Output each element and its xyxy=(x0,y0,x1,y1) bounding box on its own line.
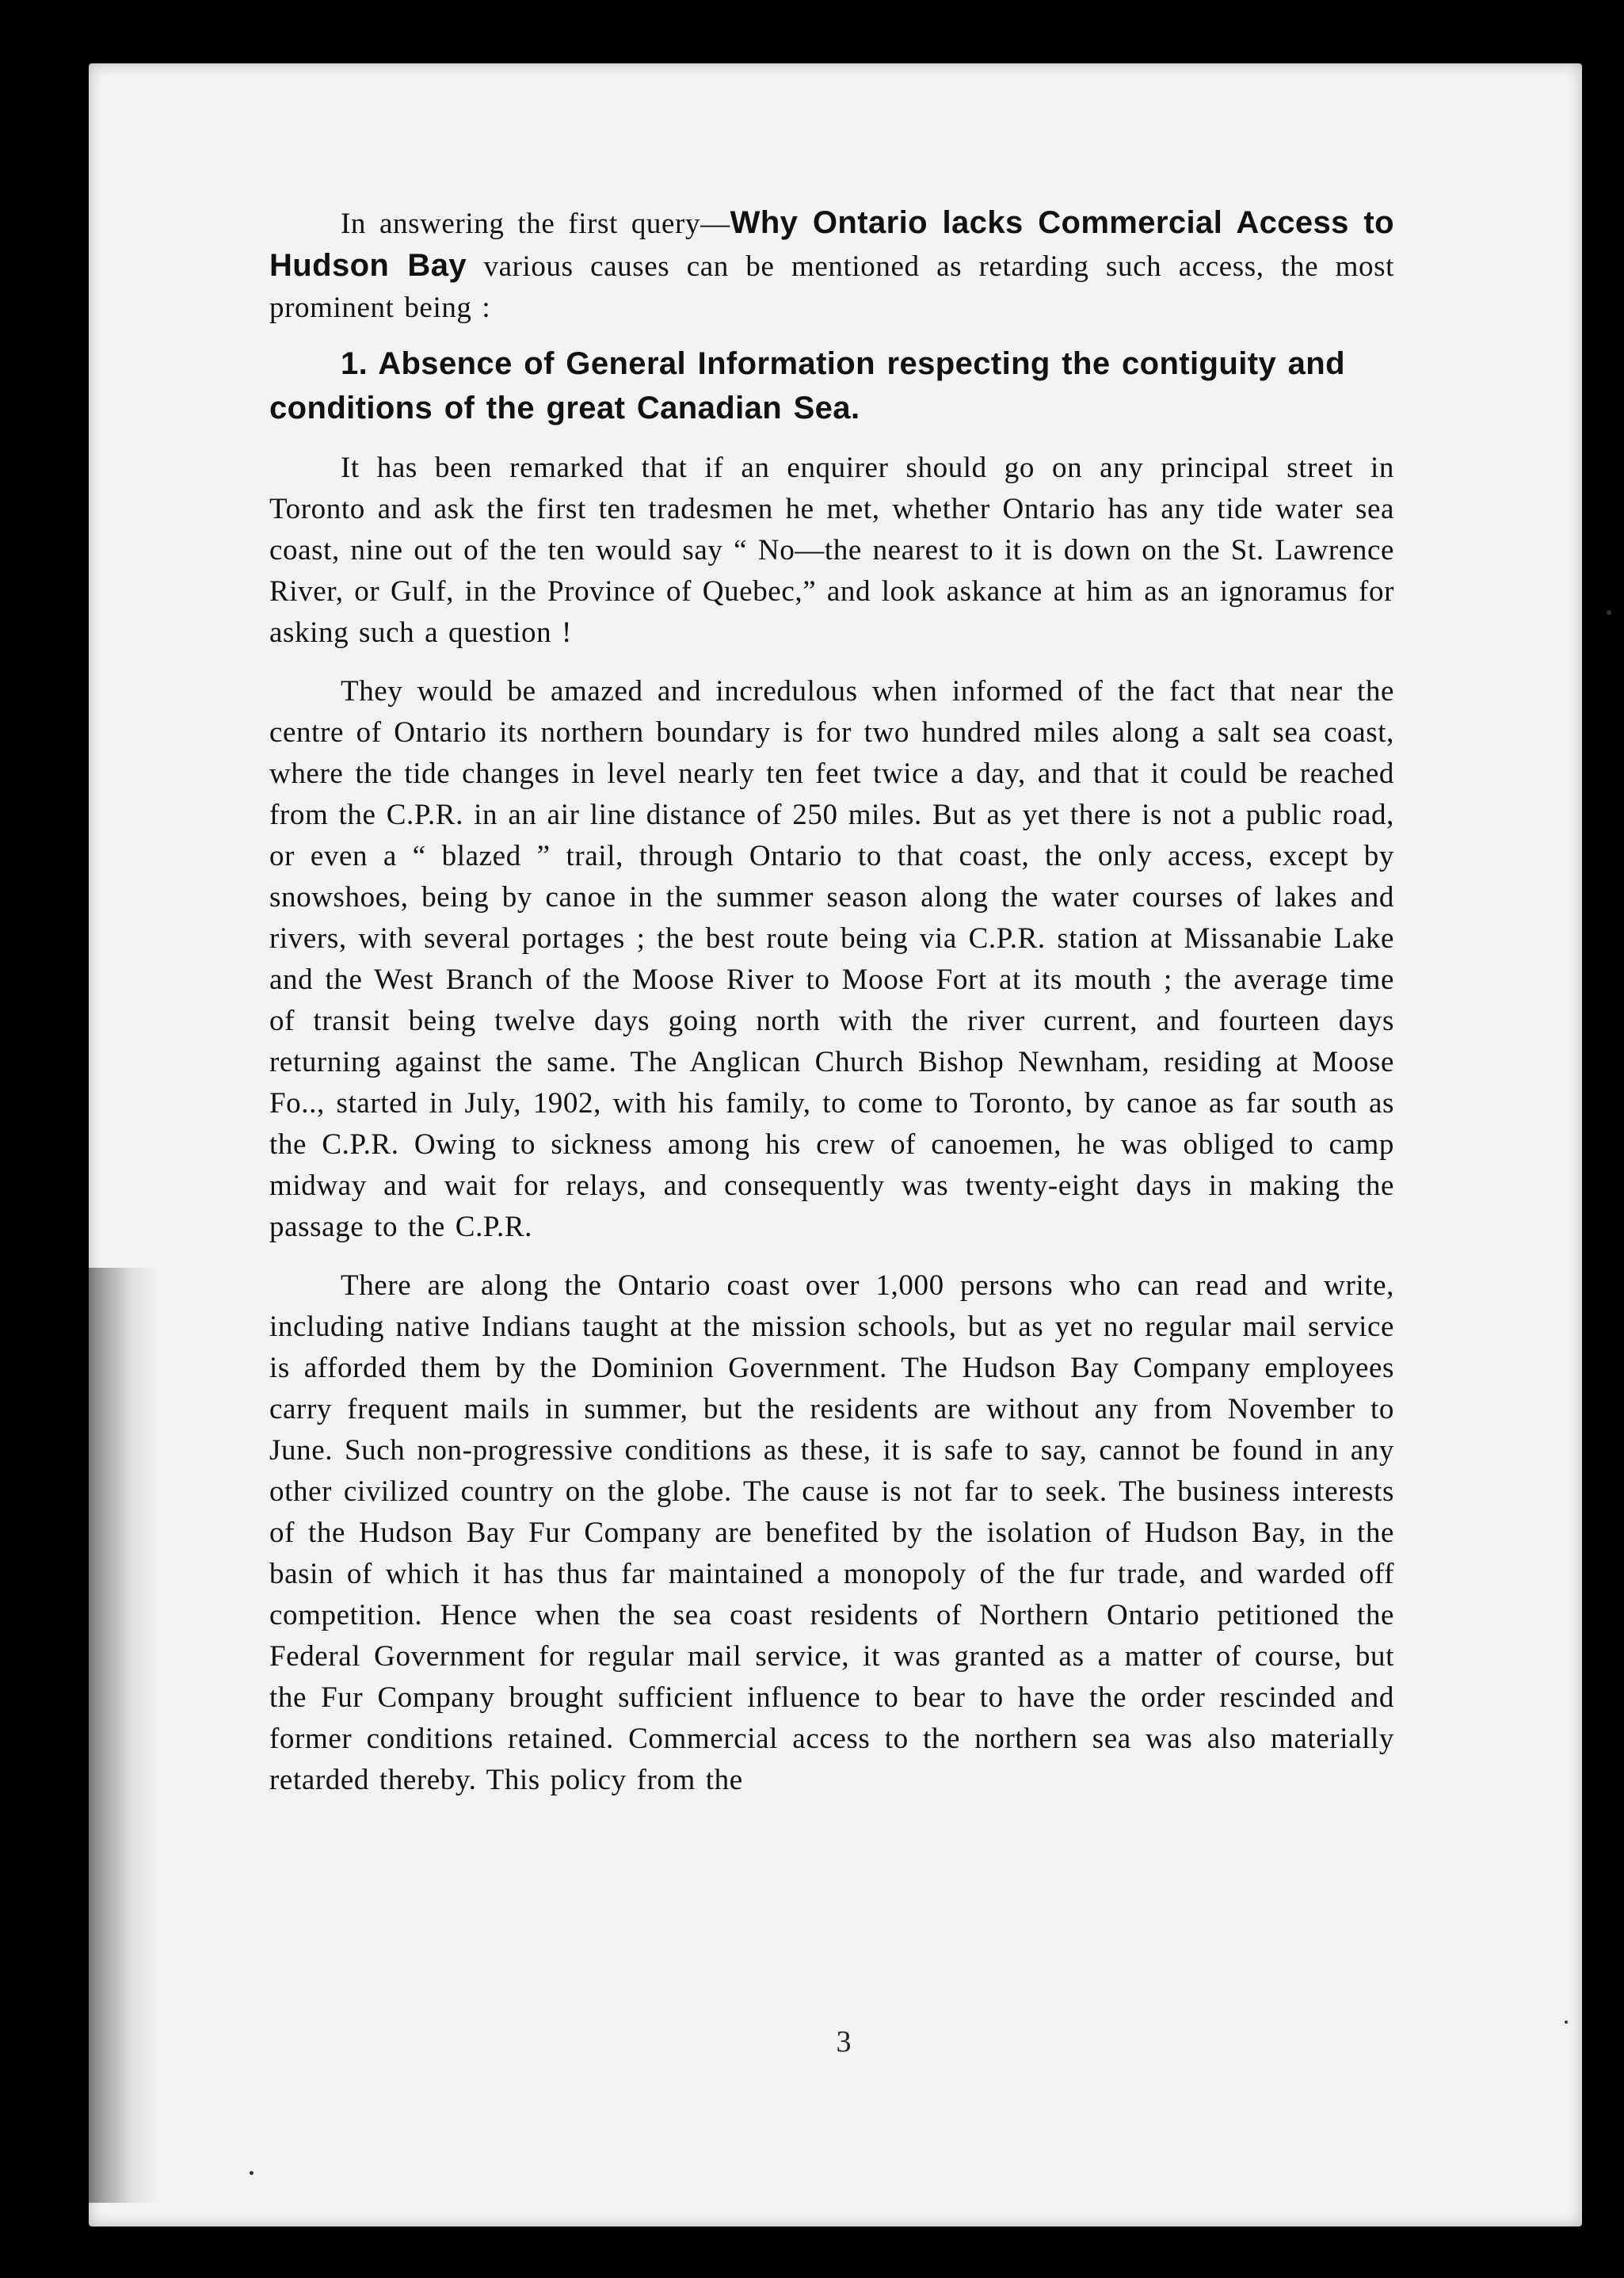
dust-speck xyxy=(250,2171,254,2175)
intro-lead: In answering the first query— xyxy=(341,208,730,240)
dust-speck xyxy=(1565,2020,1568,2024)
paper-edge-shadow xyxy=(89,1268,160,2203)
intro-bold-title: Why Ontario lacks Commercial Access to Hudson Bay xyxy=(269,205,1394,283)
intro-rest: various causes can be mentioned as retarding such access, the most prominent being : xyxy=(269,250,1394,324)
body-paragraph-2: They would be amazed and incredulous when informed of the fact that near the centre of Ontario its northern boundary is for two hundred miles along a salt sea coast, where the tide changes in level nearly ten feet twice a day, and that it could be reached from the C.P.R. in an air line distance of 250 miles. But as yet there is not a public road, or even a “ blazed ” trail, through Ontario to that coast, the only access, except by snowshoes, being by canoe in the summer season along the water courses of lakes and rivers, with several portages ; the best route being via C.P.R. station at Missanabie Lake and the West Branch of the Moose River to Moose Fort at its mouth ; the average time of transit being twelve days going north with the river current, and fourteen days returning against the same. The Anglican Church Bishop Newnham, residing at Moose Fo.., started in July, 1902, with his family, to come to Toronto, by canoe as far south as the C.P.R. Owing to sickness among his crew of canoemen, he was obliged to camp midway and wait for relays, and consequently was twenty-eight days in making the passage to the C.P.R. xyxy=(269,675,1394,1243)
page-number: 3 xyxy=(836,2025,852,2059)
dust-speck xyxy=(1607,610,1611,615)
body-paragraph-3: There are along the Ontario coast over 1,000 persons who can read and write, including native Indians taught at the mission schools, but as yet no regular mail service is afforded them by the Dominion Government. The Hudson Bay Company employees carry frequent mails in summer, but the residents are without any from November to June. Such non-progressive conditions as these, it is safe to say, cannot be found in any other civilized country on the globe. The cause is not far to seek. The business interests of the Hudson Bay Fur Company are benefited by the isolation of Hudson Bay, in the basin of which it has thus far maintained a monopoly of the fur trade, and warded off competition. Hence when the sea coast residents of Northern Ontario petitioned the Federal Government for regular mail service, it was granted as a matter of course, but the Fur Company brought sufficient influence to bear to have the order rescinded and former conditions retained. Commercial access to the northern sea was also materially retarded thereby. This policy from the xyxy=(269,1269,1394,1796)
section-heading: 1. Absence of General Information respecting the contiguity and conditions of the great Canadian Sea. xyxy=(269,346,1345,425)
document-body xyxy=(269,202,1394,1818)
intro-paragraph xyxy=(269,202,1394,329)
body-paragraph-1: It has been remarked that if an enquirer should go on any principal street in Toronto and ask the first ten tradesmen he met, whether Ontario has any tide water sea coast, nine out of the ten would say “ No—the nearest to it is down on the St. Lawrence River, or Gulf, in the Province of Quebec,” and look askance at him as an ignoramus for asking such a question ! xyxy=(269,452,1394,649)
